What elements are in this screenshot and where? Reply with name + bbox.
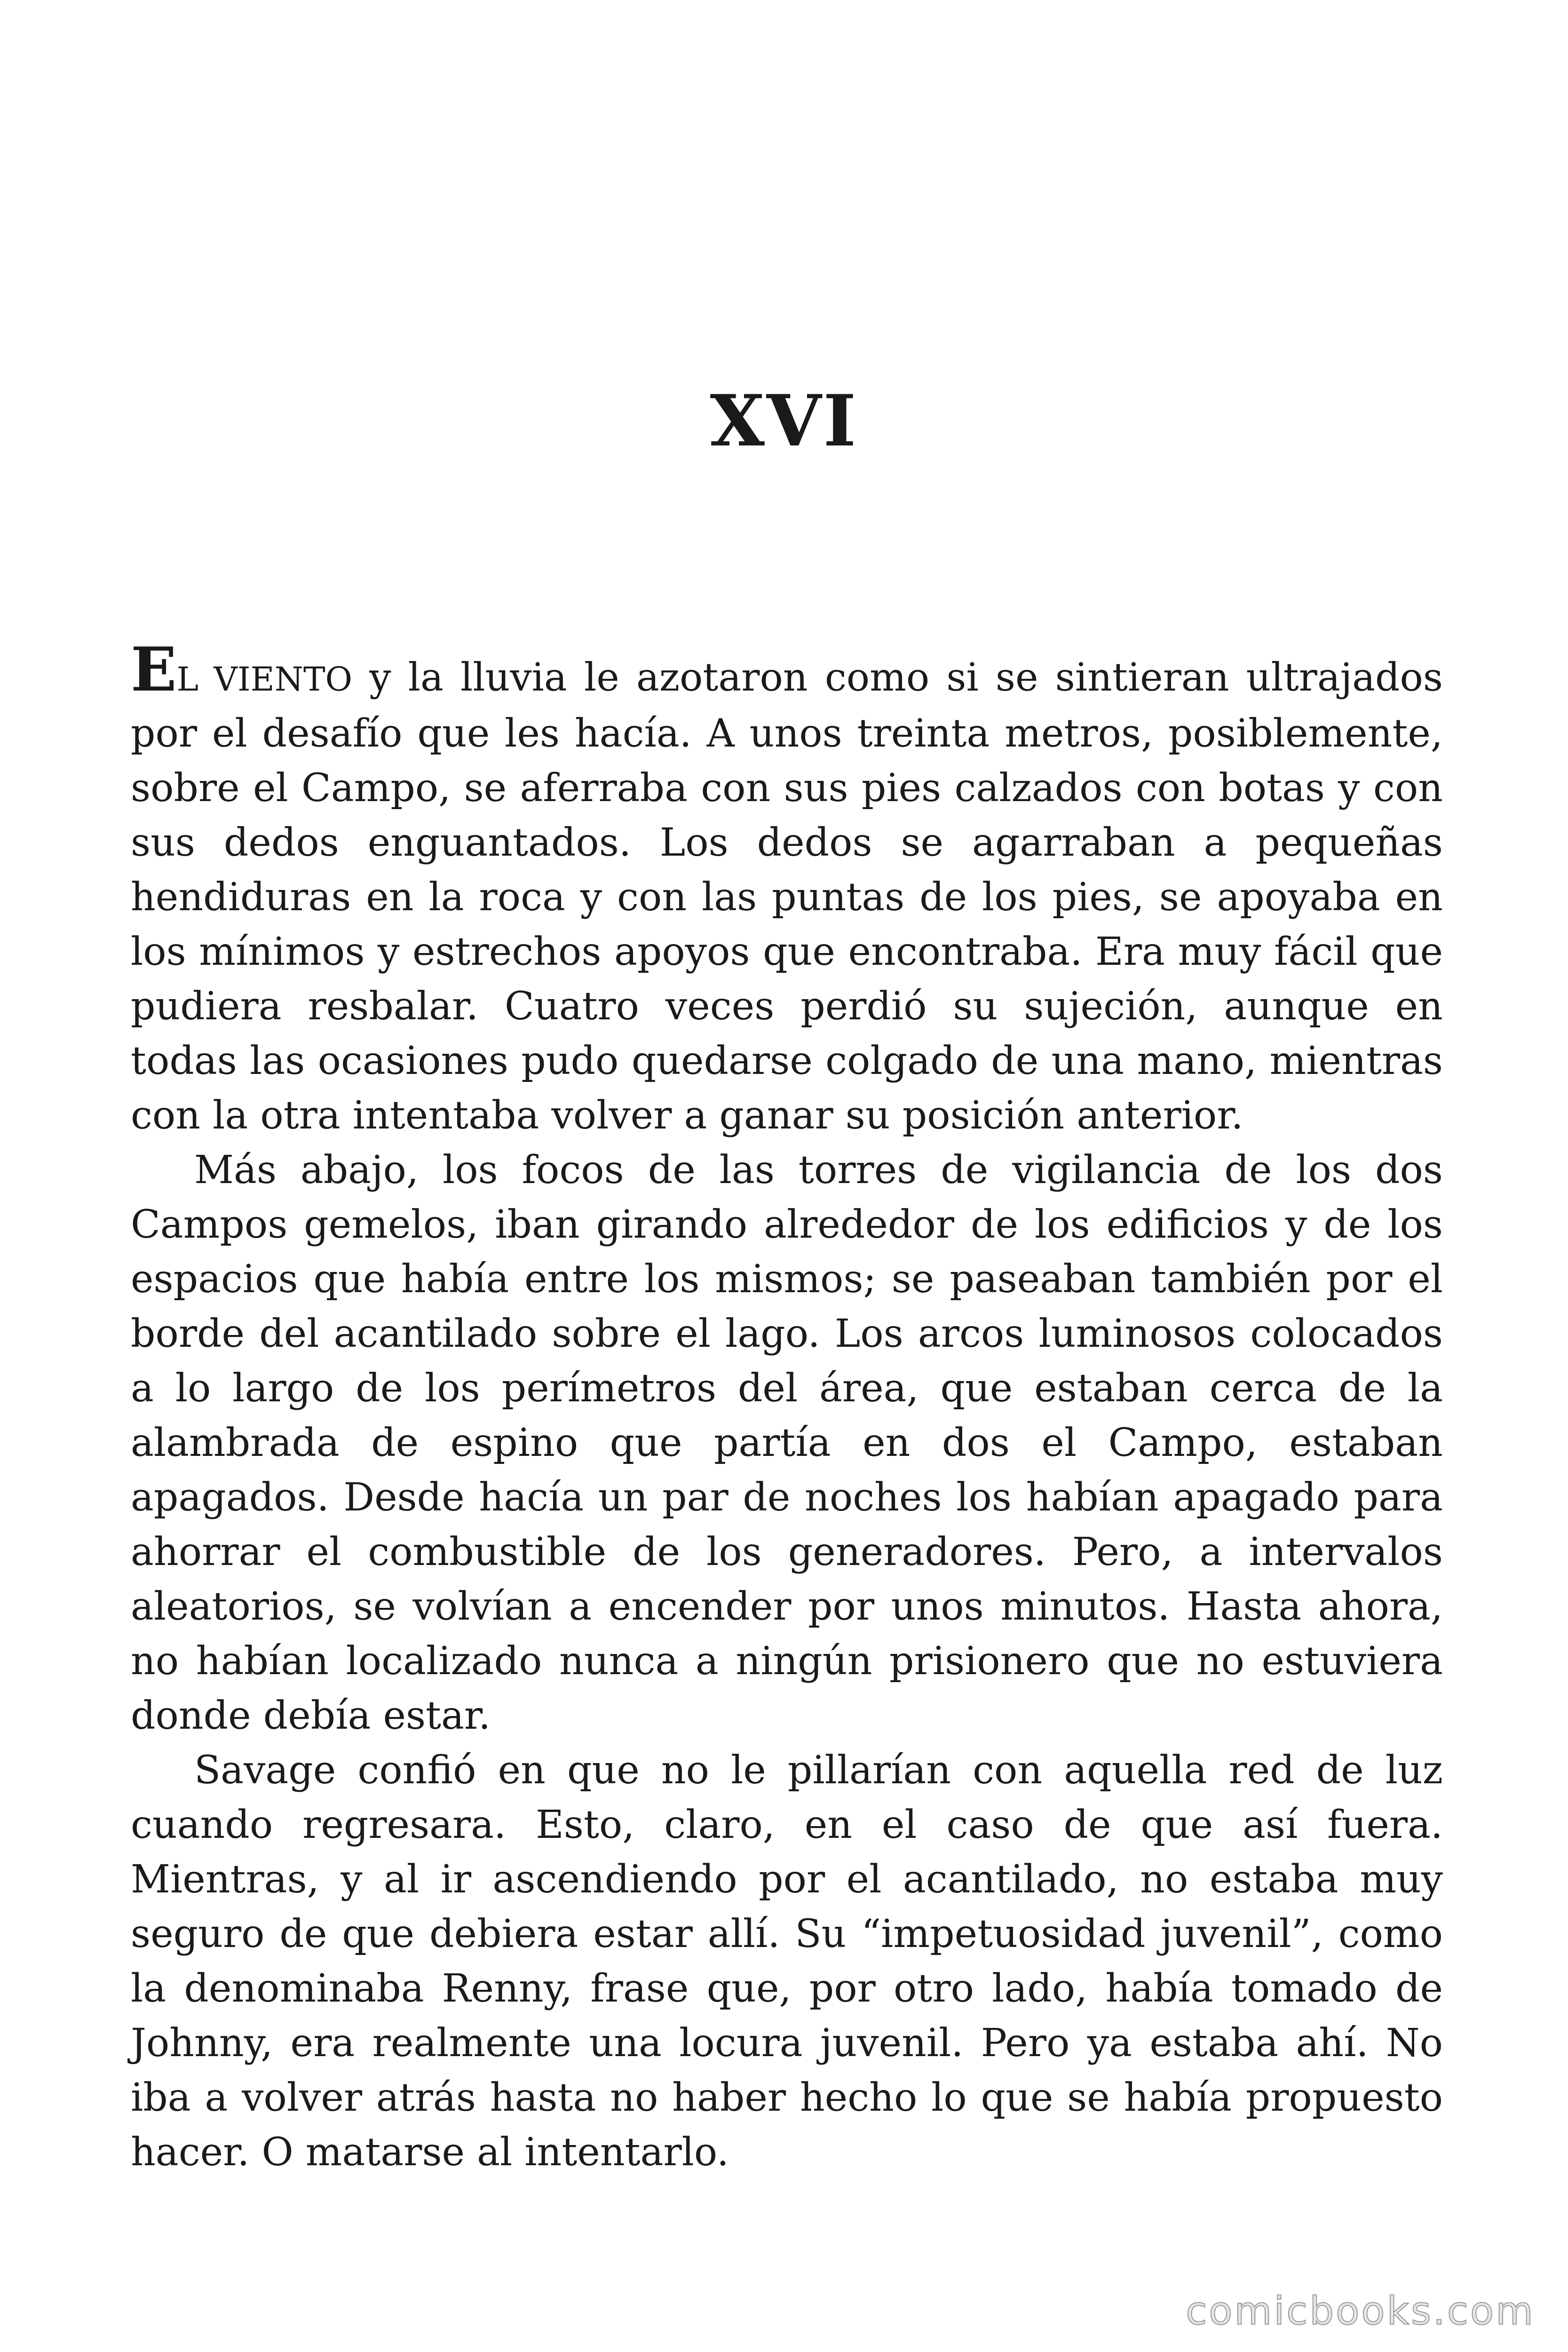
opening-words: L VIENTO <box>176 660 353 699</box>
chapter-heading: XVI <box>710 380 858 462</box>
paragraph-3: Savage confió en que no le pillarían con aquella red de luz cuando regresara. Esto, claro, en el caso de que así fuera. Mientras, y al ir ascendiendo por el acantilado, no estaba muy seguro de que debiera estar allí. Su “impetuosidad juvenil”, como la denominaba Renny, frase que, por otro lado, había tomado de Johnny, era realmente una locura juvenil. Pero ya estaba ahí. No iba a volver atrás hasta no haber hecho lo que se había propuesto hacer. O matarse al intentarlo. <box>131 1748 1443 2175</box>
paragraph-1-text: y la lluvia le azotaron como si se sintieran ultrajados por el desafío que les hacía. A unos treinta metros, posiblemente, sobre el Campo, se aferraba con sus pies calzados con botas y con sus dedos enguantados. Los dedos se agarraban a pequeñas hendiduras en la roca y con las puntas de los pies, se apoyaba en los mínimos y estrechos apoyos que encontraba. Era muy fácil que pudiera resbalar. Cuatro veces perdió su sujeción, aunque en todas las ocasiones pudo quedarse colgado de una mano, mientras con la otra intentaba volver a ganar su posición anterior. <box>131 655 1443 1138</box>
paragraph-1 <box>131 635 1443 1143</box>
drop-cap: E <box>131 635 177 705</box>
chapter-text <box>131 635 1443 2180</box>
paragraph-2: Más abajo, los focos de las torres de vigilancia de los dos Campos gemelos, iban girando alrededor de los edificios y de los espacios que había entre los mismos; se paseaban también por el borde del acantilado sobre el lago. Los arcos luminosos colocados a lo largo de los perímetros del área, que estaban cerca de la alambrada de espino que partía en dos el Campo, estaban apagados. Desde hacía un par de noches los habían apagado para ahorrar el combustible de los generadores. Pero, a intervalos aleatorios, se volvían a encender por unos minutos. Hasta ahora, no habían localizado nunca a ningún prisionero que no estuviera donde debía estar. <box>131 1148 1443 1738</box>
watermark: comicbooks.com <box>1186 2289 1535 2334</box>
